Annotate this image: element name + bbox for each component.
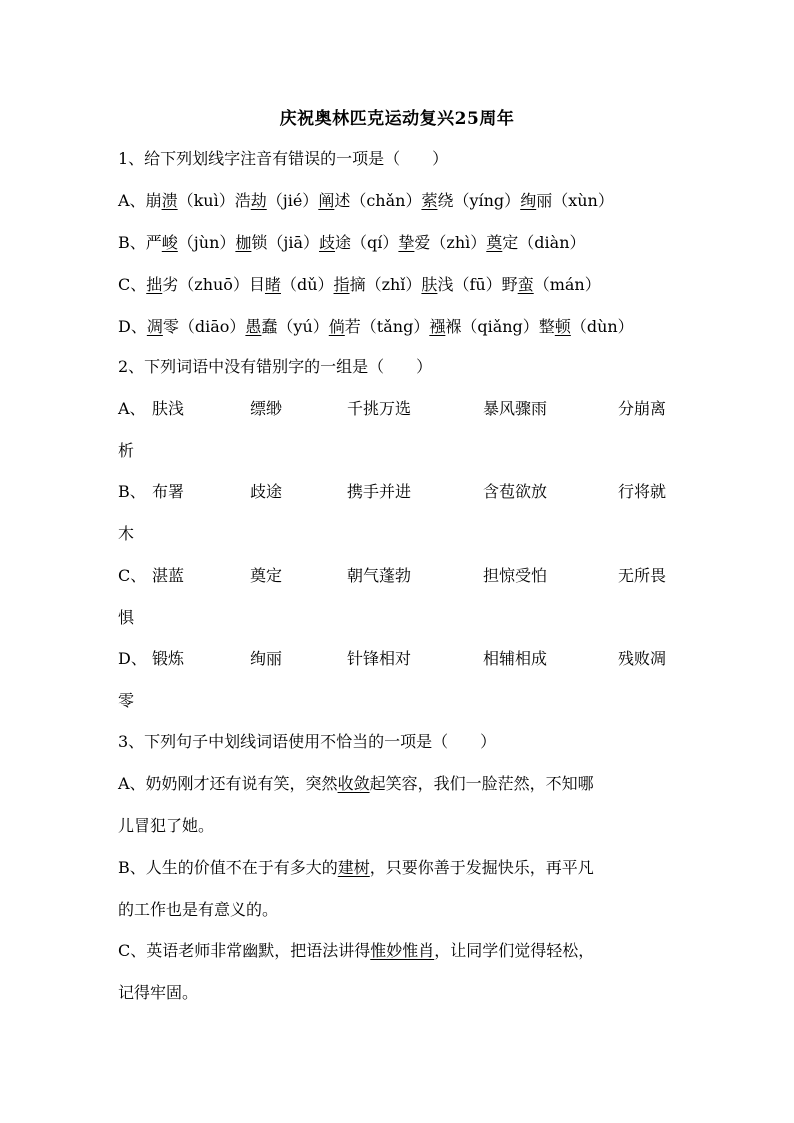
option-label: C、 xyxy=(118,275,147,294)
question-1-option-d: D、凋零（diāo）愚蠢（yú）倘若（tǎng）襁褓（qiǎng）整顿（dùn） xyxy=(118,317,634,336)
question-3-option-c-line-1: C、英语老师非常幽默，把语法讲得惟妙惟肖，让同学们觉得轻松， xyxy=(118,941,595,960)
question-1-option-b: B、严峻（jùn）枷锁（jiā）歧途（qí）挚爱（zhì）奠定（diàn） xyxy=(118,233,586,252)
question-1-option-a: A、崩溃（kuì）浩劫（jié）阐述（chǎn）萦绕（yíng）绚丽（xùn） xyxy=(118,191,614,210)
question-3-option-b-line-1: B、人生的价值不在于有多大的建树，只要你善于发掘快乐，再平凡 xyxy=(118,858,594,877)
question-3-option-b-line-2: 的工作也是有意义的。 xyxy=(118,900,279,919)
question-3-option-c-line-2: 记得牢固。 xyxy=(118,983,199,1002)
question-3-stem: 3、下列句子中划线词语使用不恰当的一项是（ ） xyxy=(118,732,497,751)
option-label: B、 xyxy=(118,233,146,252)
option-label: A、 xyxy=(118,191,146,210)
page-title: 庆祝奥林匹克运动复兴25周年 xyxy=(279,109,515,129)
question-3-option-a-line-1: A、奶奶刚才还有说有笑，突然收敛起笑容，我们一脸茫然，不知哪 xyxy=(118,774,594,793)
option-label: D、 xyxy=(118,317,147,336)
document-page: 庆祝奥林匹克运动复兴25周年 1、给下列划线字注音有错误的一项是（ ） A、崩溃（kuì）浩劫（jié）阐述（chǎn）萦绕（yíng）绚丽（xùn） B、严峻（jùn）枷锁（jiā）歧途（qí）挚爱（zhì）奠定（diàn） C、拙劣（zhuō）目睹（dǔ）指摘（zhǐ）肤浅（fū）野蛮（mán） D、凋零（diāo）愚蠢（yú）倘若（tǎng）襁褓（qiǎng）整顿（dùn） 2、下列词语中没有错别字的一组是（ ） A、 肤浅 缥缈 千挑万选 暴风骤雨 分崩离 析 B、 布署 歧途 携手并进 含苞欲放 行将就 木 C、 湛蓝 奠定 朝气蓬勃 担惊受怕 无所畏 惧 D、 锻炼 绚丽 针锋相对 相辅相成 残败凋 零 3、下列句子中划线词语使用不恰当的一项是（ ） A、奶奶刚才还有说有笑，突然收敛起笑容，我们一脸茫然，不知哪 儿冒犯了她。 B、人生的价值不在于有多大的建树，只要你善于发掘快乐，再平凡 的工作也是有意义的。 C、英语老师非常幽默，把语法讲得惟妙惟肖，让同学们觉得轻松， 记得牢固。 xyxy=(0,0,794,1123)
question-1-stem: 1、给下列划线字注音有错误的一项是（ ） xyxy=(118,149,449,168)
question-3-option-a-line-2: 儿冒犯了她。 xyxy=(118,816,215,835)
question-2-stem: 2、下列词语中没有错别字的一组是（ ） xyxy=(118,357,433,376)
question-1-option-c: C、拙劣（zhuō）目睹（dǔ）指摘（zhǐ）肤浅（fū）野蛮（mán） xyxy=(118,275,601,294)
